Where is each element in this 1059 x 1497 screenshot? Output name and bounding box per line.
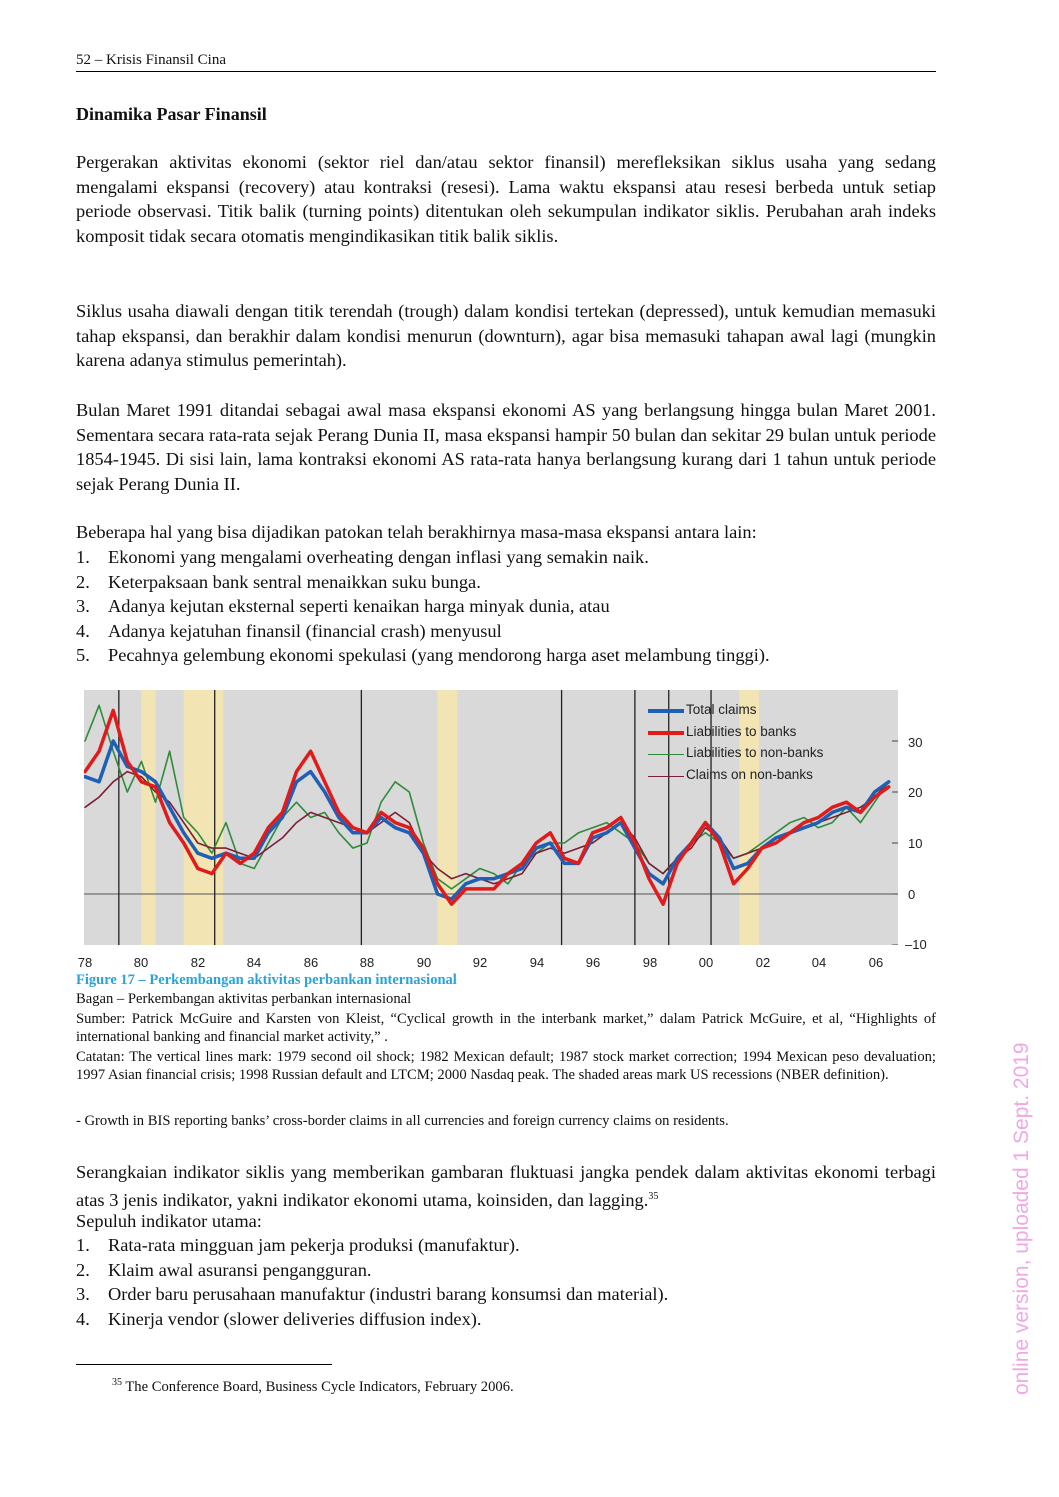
list-item: 4. Kinerja vendor (slower deliveries diffusion index). bbox=[76, 1308, 482, 1329]
y-tick-label: –10 bbox=[905, 937, 927, 952]
watermark: online version, uploaded 1 Sept. 2019 bbox=[1010, 1042, 1033, 1395]
recession-band bbox=[184, 690, 223, 945]
list-item: 5. Pecahnya gelembung ekonomi spekulasi (yang mendorong harga aset melambung tinggi). bbox=[76, 645, 770, 666]
legend-item-total-claims bbox=[648, 702, 823, 724]
legend-swatch bbox=[648, 709, 684, 713]
x-tick-label: 90 bbox=[416, 955, 432, 970]
legend-label: Claims on non-banks bbox=[686, 766, 813, 782]
list-item: 2. Klaim awal asuransi pengangguran. bbox=[76, 1259, 372, 1280]
footnote bbox=[112, 1377, 514, 1396]
x-tick-label: 98 bbox=[642, 955, 658, 970]
legend-swatch bbox=[648, 731, 684, 735]
list-item: 2. Keterpaksaan bank sentral menaikkan suku bunga. bbox=[76, 571, 481, 592]
figure-note: Catatan: The vertical lines mark: 1979 second oil shock; 1982 Mexican default; 1987 stock market correction; 1994 Mexican peso devaluation; 1997 Asian financial crisis; 1998 Russian default and LTCM; 2000 Nasdaq peak. The shaded areas mark US recessions (NBER definition). bbox=[76, 1049, 936, 1084]
section-heading: Dinamika Pasar Finansil bbox=[76, 104, 267, 124]
x-tick-label: 80 bbox=[133, 955, 149, 970]
running-head: 52 – Krisis Finansil Cina bbox=[76, 52, 936, 72]
legend-item-liabilities-to-non-banks bbox=[648, 745, 823, 767]
x-tick-label: 02 bbox=[755, 955, 771, 970]
sub-intro: Sepuluh indikator utama: bbox=[76, 1211, 262, 1231]
paragraph-1: Pergerakan aktivitas ekonomi (sektor riel dan/atau sektor finansil) merefleksikan siklus usaha yang sedang mengalami ekspansi (recovery) atau kontraksi (resesi). Lama waktu ekspansi atau resesi berbeda untuk setiap periode observasi. Titik balik (turning points) ditentukan oleh sekumpulan indikator siklis. Perubahan arah indeks komposit tidak secara otomatis mengindikasikan titik balik siklis. bbox=[76, 152, 936, 246]
legend-swatch bbox=[648, 754, 684, 755]
figure-footnote: - Growth in BIS reporting banks’ cross-border claims in all currencies and foreign currency claims on residents. bbox=[76, 1113, 729, 1129]
paragraph-3: Bulan Maret 1991 ditandai sebagai awal masa ekspansi ekonomi AS yang berlangsung hingga bulan Maret 2001. Sementara secara rata-rata sejak Perang Dunia II, masa ekspansi hampir 50 bulan dan sekitar 29 bulan untuk periode 1854-1945. Di sisi lain, lama kontraksi ekonomi AS rata-rata hanya berlangsung kurang dari 1 tahun untuk periode sejak Perang Dunia II. bbox=[76, 400, 936, 494]
x-tick-label: 82 bbox=[190, 955, 206, 970]
recession-band bbox=[438, 690, 458, 945]
list-item: 1. Rata-rata mingguan jam pekerja produksi (manufaktur). bbox=[76, 1235, 520, 1255]
x-tick-label: 84 bbox=[246, 955, 262, 970]
figure-title: Figure 17 – Perkembangan aktivitas perbankan internasional bbox=[76, 972, 457, 988]
y-tick-label: 30 bbox=[908, 735, 923, 750]
x-tick-label: 88 bbox=[359, 955, 375, 970]
paragraph-indicators bbox=[76, 1160, 936, 1212]
x-tick-label: 94 bbox=[529, 955, 545, 970]
x-tick-label: 04 bbox=[811, 955, 827, 970]
list-item: 3. Adanya kejutan eksternal seperti kenaikan harga minyak dunia, atau bbox=[76, 596, 610, 617]
list-intro: Beberapa hal yang bisa dijadikan patokan telah berakhirnya masa-masa ekspansi antara lain: bbox=[76, 522, 757, 542]
recession-band bbox=[141, 690, 155, 945]
x-tick-label: 96 bbox=[585, 955, 601, 970]
paragraph-indicators-text: Serangkaian indikator siklis yang memberikan gambaran fluktuasi jangka pendek dalam aktivitas ekonomi terbagi atas 3 jenis indikator, yakni indikator ekonomi utama, koinsiden, dan lagging. bbox=[76, 1162, 936, 1210]
x-tick-label: 78 bbox=[77, 955, 93, 970]
x-tick-label: 06 bbox=[868, 955, 884, 970]
expansion-end-list bbox=[76, 545, 936, 668]
y-tick-label: 0 bbox=[908, 887, 916, 902]
legend-label: Liabilities to non-banks bbox=[686, 745, 824, 760]
x-tick-label: 00 bbox=[698, 955, 714, 970]
legend-label: Total claims bbox=[686, 702, 757, 717]
x-tick-label: 92 bbox=[472, 955, 488, 970]
legend-swatch bbox=[648, 776, 684, 777]
x-tick-label: 86 bbox=[303, 955, 319, 970]
chart-legend bbox=[648, 702, 823, 788]
paragraph-2: Siklus usaha diawali dengan titik terendah (trough) dalam kondisi tertekan (depressed), untuk kemudian memasuki tahap ekspansi, dan berakhir dalam kondisi menurun (downturn), agar bisa memasuki tahapan awal lagi (mungkin karena adanya stimulus pemerintah). bbox=[76, 301, 936, 371]
footnote-number: 35 bbox=[112, 1377, 122, 1388]
list-item: 3. Order baru perusahaan manufaktur (industri barang konsumsi dan material). bbox=[76, 1284, 669, 1305]
footnote-ref: 35 bbox=[648, 1190, 659, 1202]
y-tick-label: 20 bbox=[908, 785, 923, 800]
footnote-text: The Conference Board, Business Cycle Indicators, February 2006. bbox=[125, 1378, 514, 1395]
legend-item-liabilities-to-banks bbox=[648, 724, 823, 746]
y-tick-label: 10 bbox=[908, 836, 923, 851]
leading-indicators-list bbox=[76, 1233, 936, 1331]
legend-label: Liabilities to banks bbox=[686, 723, 797, 739]
figure-source: Sumber: Patrick McGuire and Karsten von Kleist, “Cyclical growth in the interbank market,” dalam Patrick McGuire, et al, “Highlights of international banking and financial market activity,” . bbox=[76, 1011, 936, 1046]
figure-subtitle: Bagan – Perkembangan aktivitas perbankan internasional bbox=[76, 991, 412, 1007]
list-item: 4. Adanya kejatuhan finansil (financial crash) menyusul bbox=[76, 620, 502, 641]
list-item: 1. Ekonomi yang mengalami overheating dengan inflasi yang semakin naik. bbox=[76, 547, 649, 567]
legend-item-claims-on-non-banks bbox=[648, 767, 823, 789]
footnote-rule bbox=[76, 1364, 332, 1365]
